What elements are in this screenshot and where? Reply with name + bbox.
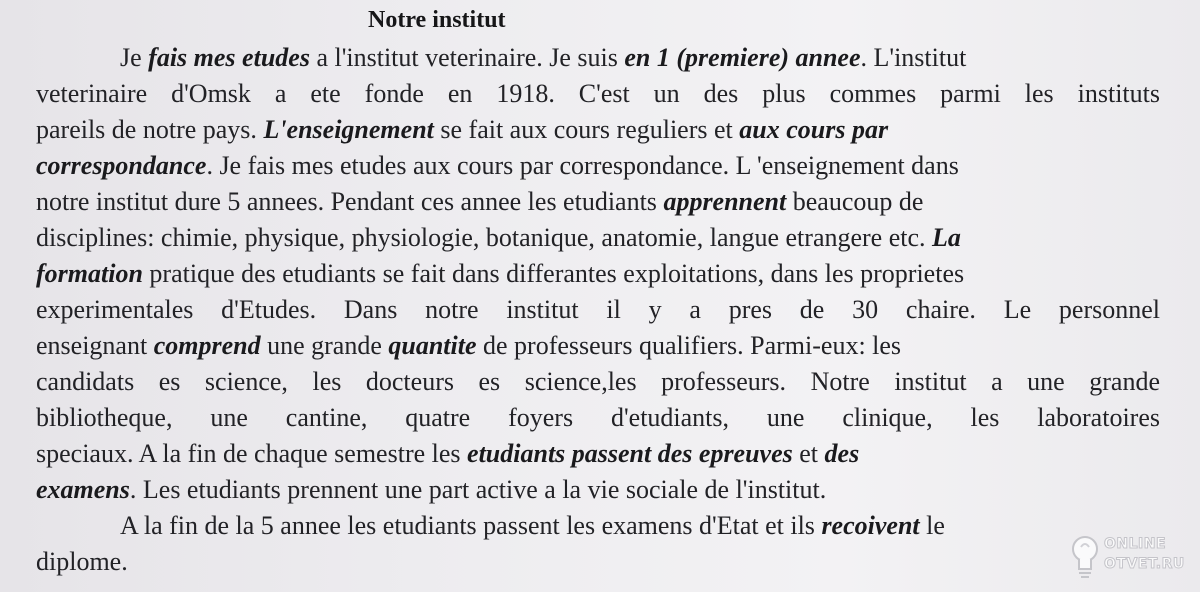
emphasis-text: La xyxy=(932,223,961,252)
emphasis-text: fais mes etudes xyxy=(148,43,310,72)
emphasis-text: recoivent xyxy=(821,511,920,540)
text-run: speciaux. A la fin de chaque semestre les xyxy=(36,439,468,468)
text-run: notre institut dure 5 annees. Pendant ces annee les etudiants xyxy=(36,187,664,216)
text-run: se fait aux cours reguliers et xyxy=(433,115,740,144)
text-run: diplome. xyxy=(36,547,128,576)
emphasis-text: examens xyxy=(36,475,130,504)
text-line-13 xyxy=(36,472,1160,508)
text-line-9 xyxy=(36,328,1160,364)
text-run: pratique des etudiants se fait dans differantes exploitations, dans les proprietes xyxy=(142,259,965,288)
lightbulb-icon xyxy=(1070,533,1100,583)
text-line-15 xyxy=(36,544,436,580)
text-run: a l'institut veterinaire. Je suis xyxy=(309,43,625,72)
text-run: bibliotheque, une cantine, quatre foyers d'etudiants, une clinique, les laboratoires xyxy=(36,403,1160,432)
text-line-3 xyxy=(36,112,1160,148)
text-line-1 xyxy=(120,40,1160,76)
text-run: et xyxy=(792,439,825,468)
text-run: disciplines: chimie, physique, physiologie, botanique, anatomie, langue etrangere etc. xyxy=(36,223,933,252)
text-run: pareils de notre pays. xyxy=(36,115,264,144)
emphasis-text: correspondance xyxy=(36,151,207,180)
text-run: beaucoup de xyxy=(786,187,924,216)
watermark-line-1: ONLINE xyxy=(1104,536,1167,552)
emphasis-text: en 1 (premiere) annee xyxy=(624,43,861,72)
text-line-11 xyxy=(36,400,1160,436)
text-line-7 xyxy=(36,256,1160,292)
emphasis-text: aux cours par xyxy=(739,115,889,144)
emphasis-text: formation xyxy=(36,259,143,288)
emphasis-text: etudiants passent des epreuves xyxy=(467,439,793,468)
text-line-10 xyxy=(36,364,1160,400)
text-run: une grande xyxy=(260,331,389,360)
emphasis-text: apprennent xyxy=(663,187,787,216)
page-title: Notre institut xyxy=(368,7,506,33)
emphasis-text: quantite xyxy=(388,331,477,360)
text-run: enseignant xyxy=(36,331,154,360)
text-line-12 xyxy=(36,436,1160,472)
text-line-2 xyxy=(36,76,1160,112)
text-run: veterinaire d'Omsk a ete fonde en 1918. C'est un des plus commes parmi les instituts xyxy=(36,79,1160,108)
text-run: Je xyxy=(120,43,149,72)
text-line-8 xyxy=(36,292,1160,328)
text-run: de professeurs qualifiers. Parmi-eux: les xyxy=(476,331,902,360)
watermark-logo xyxy=(1070,530,1188,586)
text-line-14 xyxy=(120,508,1160,544)
text-run: . Les etudiants prennent une part active a la vie sociale de l'institut. xyxy=(129,475,827,504)
text-line-4 xyxy=(36,148,1160,184)
text-run: . L'institut xyxy=(860,43,967,72)
text-run: candidats es science, les docteurs es science,les professeurs. Notre institut a une grande xyxy=(36,367,1160,396)
text-line-5 xyxy=(36,184,1160,220)
emphasis-text: L'enseignement xyxy=(263,115,434,144)
text-run: le xyxy=(919,511,945,540)
emphasis-text: des xyxy=(824,439,860,468)
emphasis-text: comprend xyxy=(153,331,261,360)
watermark-line-2: OTVET.RU xyxy=(1104,556,1185,572)
text-line-6 xyxy=(36,220,1160,256)
text-run: A la fin de la 5 annee les etudiants passent les examens d'Etat et ils xyxy=(120,511,822,540)
text-run: experimentales d'Etudes. Dans notre institut il y a pres de 30 chaire. Le personnel xyxy=(36,295,1160,324)
text-run: . Je fais mes etudes aux cours par correspondance. L 'enseignement dans xyxy=(206,151,959,180)
